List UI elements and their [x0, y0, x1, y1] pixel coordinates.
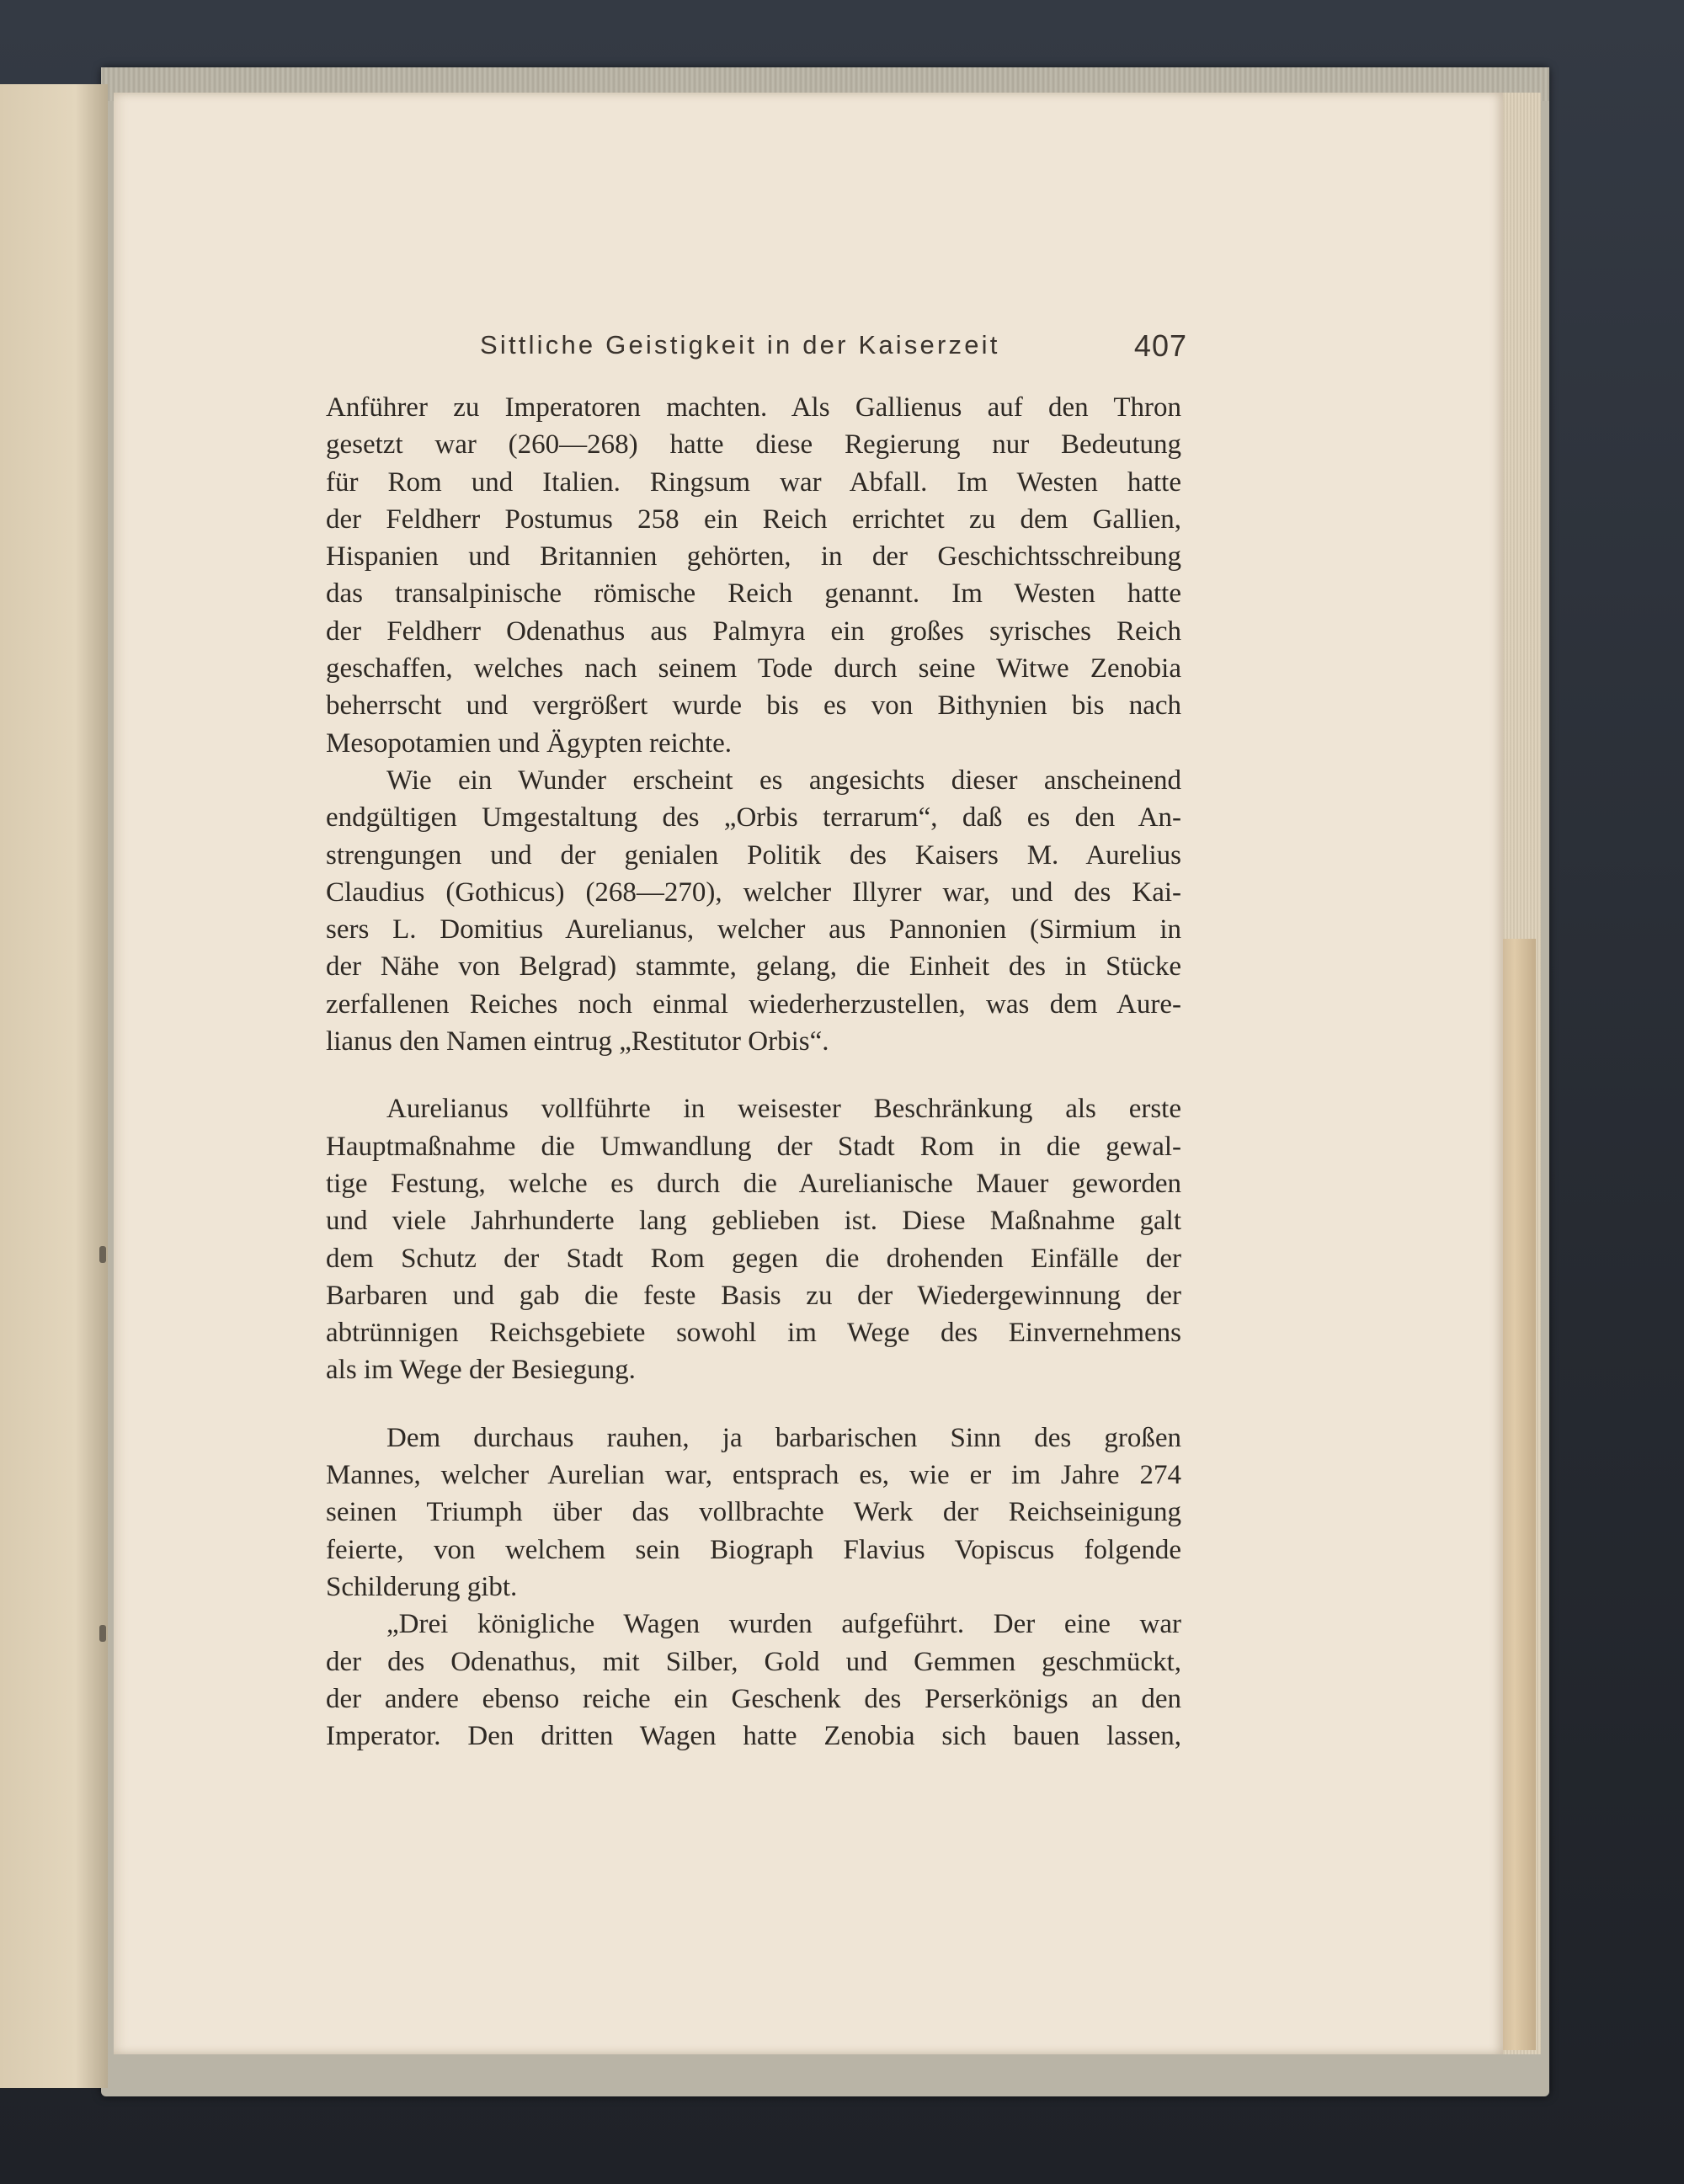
- text-line: Barbaren und gab die feste Basis zu der Wiedergewinnung der: [326, 1280, 1181, 1311]
- text-line: der des Odenathus, mit Silber, Gold und Gemmen geschmückt,: [326, 1646, 1181, 1677]
- text-line: als im Wege der Besiegung.: [326, 1355, 636, 1386]
- text-line: der Nähe von Belgrad) stammte, gelang, die Einheit des in Stücke: [326, 951, 1181, 983]
- text-line: Aurelianus vollführte in weisester Beschränkung als erste: [386, 1094, 1181, 1125]
- paragraph: [326, 389, 1181, 762]
- text-line: der Feldherr Postumus 258 ein Reich errichtet zu dem Gallien,: [326, 503, 1181, 535]
- body-text: [326, 389, 1181, 1755]
- text-line: tige Festung, welche es durch die Aurelianische Mauer geworden: [326, 1168, 1181, 1199]
- paragraph: [326, 1606, 1181, 1755]
- running-head-title: Sittliche Geistigkeit in der Kaiserzeit: [480, 330, 1000, 360]
- text-line: und viele Jahrhunderte lang geblieben ist. Diese Maßnahme galt: [326, 1206, 1181, 1237]
- text-line: sers L. Domitius Aurelianus, welcher aus Pannonien (Sirmium in: [326, 914, 1181, 946]
- text-line: Schilderung gibt.: [326, 1571, 518, 1602]
- text-line: beherrscht und vergrößert wurde bis es von Bithynien bis nach: [326, 690, 1181, 722]
- facing-page-edge: [0, 84, 108, 2088]
- page-block-edge-lower: [1500, 939, 1536, 2050]
- paragraph: [326, 762, 1181, 1060]
- text-line: „Drei königliche Wagen wurden aufgeführt. Der eine war: [386, 1609, 1181, 1640]
- text-line: Hispanien und Britannien gehörten, in der Geschichtsschreibung: [326, 541, 1181, 573]
- text-line: Anführer zu Imperatoren machten. Als Gallienus auf den Thron: [326, 392, 1181, 423]
- paragraph: [326, 1420, 1181, 1606]
- text-line: lianus den Namen eintrug „Restitutor Orbis“.: [326, 1026, 829, 1057]
- text-line: seinen Triumph über das vollbrachte Werk der Reichseinigung: [326, 1497, 1181, 1528]
- paragraph: [326, 1090, 1181, 1388]
- page-number: 407: [1133, 328, 1187, 363]
- text-line: Imperator. Den dritten Wagen hatte Zenobia sich bauen lassen,: [326, 1721, 1181, 1752]
- text-line: Mesopotamien und Ägypten reichte.: [326, 727, 733, 759]
- text-line: Dem durchaus rauhen, ja barbarischen Sinn des großen: [386, 1422, 1181, 1453]
- text-line: zerfallenen Reiches noch einmal wiederherzustellen, was dem Aure-: [326, 988, 1181, 1020]
- text-line: das transalpinische römische Reich genannt. Im Westen hatte: [326, 578, 1181, 610]
- paragraph-gap: [326, 1389, 1181, 1420]
- text-line: strengungen und der genialen Politik des Kaisers M. Aurelius: [326, 839, 1181, 871]
- text-line: Hauptmaßnahme die Umwandlung der Stadt Rom in die gewal-: [326, 1131, 1181, 1162]
- running-head: [480, 330, 1187, 369]
- binding-thread-mark: [99, 1625, 106, 1642]
- text-line: Wie ein Wunder erscheint es angesichts dieser anscheinend: [386, 764, 1181, 796]
- binding-thread-mark: [99, 1246, 106, 1263]
- text-line: für Rom und Italien. Ringsum war Abfall. Im Westen hatte: [326, 466, 1181, 498]
- paragraph-gap: [326, 1060, 1181, 1090]
- text-line: feierte, von welchem sein Biograph Flavius Vopiscus folgende: [326, 1534, 1181, 1565]
- text-line: geschaffen, welches nach seinem Tode durch seine Witwe Zenobia: [326, 653, 1181, 684]
- text-line: der Feldherr Odenathus aus Palmyra ein großes syrisches Reich: [326, 615, 1181, 647]
- text-line: abtrünnigen Reichsgebiete sowohl im Wege des Einvernehmens: [326, 1318, 1181, 1349]
- text-line: gesetzt war (260—268) hatte diese Regierung nur Bedeutung: [326, 429, 1181, 461]
- text-line: endgültigen Umgestaltung des „Orbis terrarum“, daß es den An-: [326, 802, 1181, 834]
- text-line: Claudius (Gothicus) (268—270), welcher Illyrer war, und des Kai-: [326, 876, 1181, 908]
- text-line: dem Schutz der Stadt Rom gegen die drohenden Einfälle der: [326, 1243, 1181, 1274]
- text-line: der andere ebenso reiche ein Geschenk des Perserkönigs an den: [326, 1683, 1181, 1714]
- text-line: Mannes, welcher Aurelian war, entsprach es, wie er im Jahre 274: [326, 1460, 1181, 1491]
